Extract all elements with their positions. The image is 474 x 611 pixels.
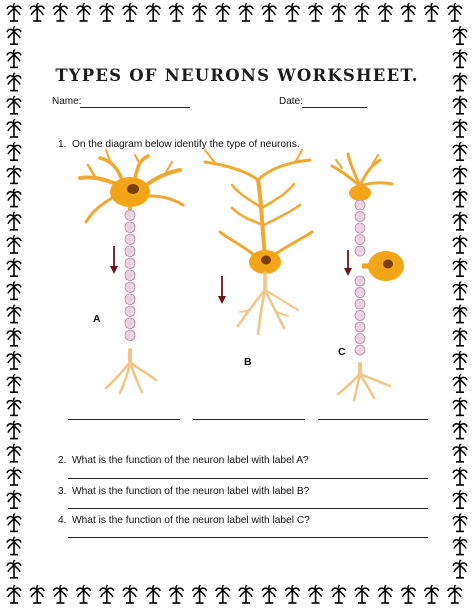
myelin-segment bbox=[125, 270, 135, 281]
myelin-segment bbox=[355, 288, 365, 298]
question-2 bbox=[58, 455, 309, 466]
myelin-segment bbox=[125, 306, 135, 317]
label-c: C bbox=[338, 346, 346, 358]
neuron-b-axon-terminal bbox=[238, 273, 298, 334]
neuron-a-axon-terminal bbox=[106, 350, 156, 393]
neuron-b-nucleus bbox=[261, 256, 271, 265]
myelin-segment bbox=[125, 210, 135, 221]
label-a: A bbox=[93, 313, 101, 325]
name-label: Name: bbox=[52, 96, 82, 107]
myelin-segment bbox=[355, 235, 365, 245]
myelin-segment bbox=[125, 294, 135, 305]
neuron-b-dendrites bbox=[205, 150, 312, 255]
myelin-segment bbox=[355, 299, 365, 309]
neuron-c-axon bbox=[355, 200, 365, 355]
neuron-a-axon bbox=[125, 210, 135, 341]
myelin-segment bbox=[125, 222, 135, 233]
question-4-text: What is the function of the neuron label with label C? bbox=[72, 515, 310, 526]
question-1-number: 1. bbox=[58, 139, 67, 150]
answer-line-c[interactable] bbox=[318, 419, 428, 420]
question-3-number: 3. bbox=[58, 486, 67, 497]
neuron-c bbox=[332, 154, 404, 400]
answer-line-a[interactable] bbox=[68, 419, 180, 420]
neuron-b bbox=[205, 150, 312, 334]
myelin-segment bbox=[125, 330, 135, 341]
neuron-a bbox=[80, 150, 183, 393]
question-4 bbox=[58, 515, 310, 526]
label-b: B bbox=[244, 356, 252, 368]
question-2-text: What is the function of the neuron label with label A? bbox=[72, 455, 309, 466]
myelin-segment bbox=[125, 234, 135, 245]
myelin-segment bbox=[125, 282, 135, 293]
answer-line-2[interactable] bbox=[68, 478, 428, 479]
question-1-text: On the diagram below identify the type of neurons. bbox=[72, 139, 300, 150]
myelin-segment bbox=[355, 223, 365, 233]
myelin-segment bbox=[355, 334, 365, 344]
myelin-segment bbox=[125, 318, 135, 329]
myelin-segment bbox=[125, 258, 135, 269]
question-4-number: 4. bbox=[58, 515, 67, 526]
myelin-segment bbox=[355, 311, 365, 321]
neuron-c-axon-terminal bbox=[338, 364, 390, 400]
question-3 bbox=[58, 486, 309, 497]
neuron-c-dendrites bbox=[332, 154, 392, 186]
myelin-segment bbox=[355, 276, 365, 286]
answer-line-b[interactable] bbox=[193, 419, 305, 420]
myelin-segment bbox=[355, 212, 365, 222]
answer-line-4[interactable] bbox=[68, 537, 428, 538]
neuron-c-dendrite-hub bbox=[349, 185, 371, 201]
question-3-text: What is the function of the neuron label with label B? bbox=[72, 486, 310, 497]
neuron-a-nucleus bbox=[127, 184, 139, 194]
myelin-segment bbox=[355, 345, 365, 355]
date-label: Date: bbox=[279, 96, 303, 107]
question-2-number: 2. bbox=[58, 455, 67, 466]
myelin-segment bbox=[355, 246, 365, 256]
answer-line-3[interactable] bbox=[68, 508, 428, 509]
worksheet-title: TYPES OF NEURONS WORKSHEET. bbox=[55, 66, 419, 85]
myelin-segment bbox=[355, 322, 365, 332]
myelin-segment bbox=[125, 246, 135, 257]
neuron-c-nucleus bbox=[383, 260, 393, 269]
myelin-segment bbox=[355, 200, 365, 210]
